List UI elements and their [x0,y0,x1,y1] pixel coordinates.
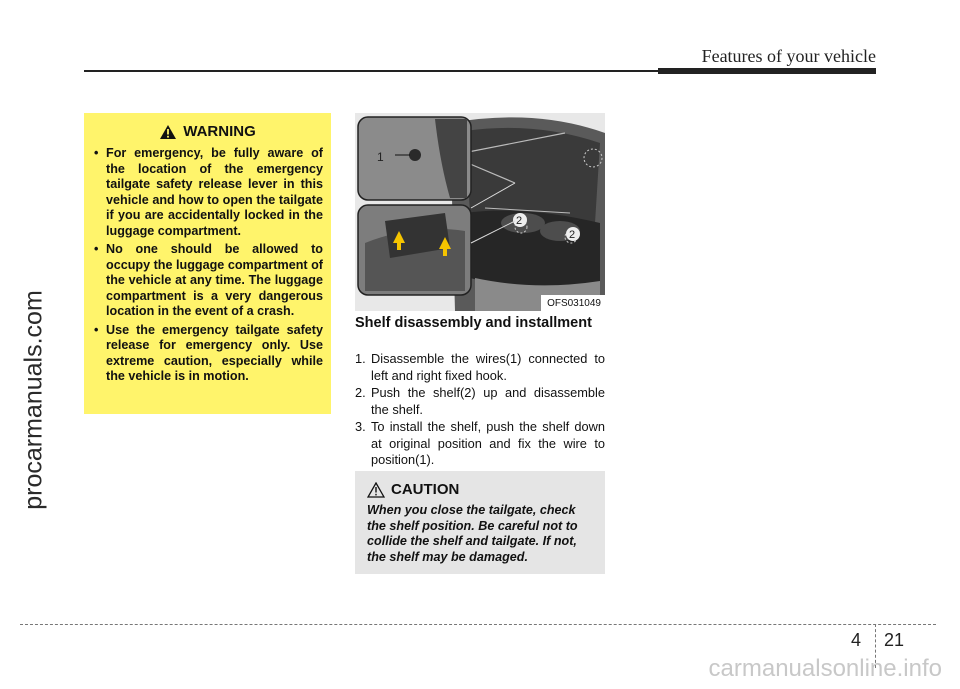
warning-title: WARNING [183,123,256,140]
caution-title: CAUTION [391,481,460,498]
footer-rule [20,624,936,625]
warning-list [84,146,331,385]
warning-item: • Use the emergency tailgate safety release for emergency only. Use extreme caution, especially while the vehicle is in motion. [92,323,323,385]
header-rule-accent [658,68,876,74]
page-number: 21 [884,630,905,650]
callout-2b-label: 2 [569,229,576,241]
shelf-illustration [355,113,605,311]
caution-box [355,471,605,574]
step-text: Push the shelf(2) up and disassemble the shelf. [371,385,605,417]
warning-triangle-icon [159,124,177,140]
step-number: 1. [355,351,366,366]
callout-1-label: 1 [377,150,384,164]
step-text: To install the shelf, push the shelf down at original position and fix the wire to position(1). [371,419,605,467]
caution-header [367,481,605,498]
step-number: 3. [355,419,366,434]
side-watermark: procarmanuals.com [19,290,48,510]
bottom-watermark: carmanualsonline.info [708,655,942,682]
shelf-photo-drawing [355,113,605,311]
step-item [355,385,605,418]
step-item [355,419,605,469]
caution-text: When you close the tailgate, check the shelf position. Be careful not to collide the shelf and tailgate. If not, the shelf may be damaged. [367,503,578,564]
caution-triangle-icon [367,482,385,498]
section-header-title: Features of your vehicle [701,46,876,66]
warning-header [84,123,331,140]
callout-2-label: 2 [516,215,523,227]
step-number: 2. [355,385,366,400]
step-text: Disassemble the wires(1) connected to left and right fixed hook. [371,351,605,383]
section-title: Shelf disassembly and installment [355,315,592,331]
chapter-number: 4 [851,630,862,650]
figure-code: OFS031049 [547,298,601,309]
warning-item: • No one should be allowed to occupy the luggage compartment of the vehicle at any time. The luggage compartment is a very dangerous location in the event of a crash. [92,242,323,320]
step-list [355,351,605,470]
warning-box [84,113,331,414]
step-item [355,351,605,384]
warning-item: • For emergency, be fully aware of the location of the emergency tailgate safety release lever in this vehicle and how to open the tailgate if you are accidentally locked in the luggage compartment. [92,146,323,239]
